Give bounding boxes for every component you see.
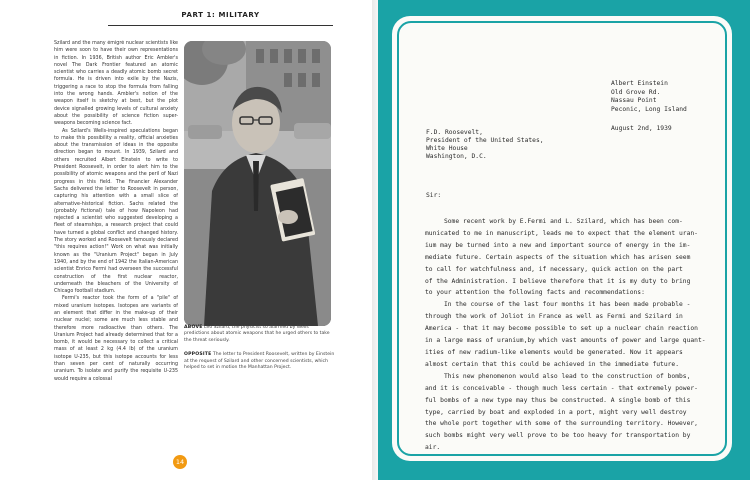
letter-body-line: ities of new radium-like elements would be generated. Now it appears: [425, 348, 683, 356]
header-rule: [108, 25, 333, 26]
recipient-line: F.D. Roosevelt,: [426, 129, 483, 136]
sender-line: Albert Einstein: [611, 80, 668, 87]
letter-body-line: and it is conceivable - though much less certain - that extremely power-: [425, 384, 698, 392]
letter-body-line: municated to me in manuscript, leads me to expect that the element uran-: [425, 229, 698, 237]
caption-opposite-label: OPPOSITE: [184, 352, 212, 358]
letter-salutation: Sir:: [426, 192, 442, 199]
letter-body-line: type, carried by boat and exploded in a port, might very well destroy: [425, 408, 687, 416]
letter-body-line: of the Administration. I believe therefore that it is my duty to bring: [425, 277, 691, 285]
letter-body-line: America - that it may become possible to set up a nuclear chain reaction: [425, 325, 698, 333]
body-text-column: [54, 40, 178, 452]
caption-opposite: [184, 352, 336, 371]
letter-body-line: almost certain that this could be achieved in the immediate future.: [425, 360, 680, 368]
letter-body-line: air.: [425, 444, 441, 452]
right-page: [378, 0, 750, 480]
caption-above-text: Leo Szilard, the physicist so alarmed by Wells' predictions about atomic weapons that he urged others to take the threat seriously.: [184, 325, 330, 343]
body-paragraph-3: Fermi's reactor took the form of a "pile" of mixed uranium isotopes. Isotopes are variants of an element that differ in the make-up of their nuclear nuclei; some are much less stable and therefore more radioactive than others. The Uranium Project had already determined that for a bomb, it would be necessary to collect a critical mass of at least 2 kg (4.4 lb) of the uranium isotope U-235, but this isotope accounts for less than seven per cent of naturally occurring uranium. To isolate and purify the requisite U-235 would require a colossal: [54, 296, 178, 382]
letter-body-line: mediate future. Certain aspects of the situation which has arisen seem: [425, 253, 691, 261]
recipient-line: President of the United States,: [426, 137, 544, 144]
letter-body-line: Some recent work by E.Fermi and L. Szilard, which has been com-: [425, 218, 683, 225]
recipient-line: Washington, D.C.: [426, 153, 487, 160]
section-title: PART 1: MILITARY: [181, 11, 260, 19]
sender-line: Nassau Point: [611, 97, 657, 104]
letter-body-line: In the course of the last four months it has been made probable -: [425, 301, 691, 309]
body-paragraph-1: Szilard and the many émigré nuclear scientists like him were soon to have their own representations in fiction. In 1936, British author Eric Ambler's novel The Dark Frontier featured an atomic scientist who carries a deadly atomic bomb secret formula. He is driven into exile by the Nazis, triggering a race to stop the formula from falling into the wrong hands. Ambler's notion of the weapon itself is sketchy at best, but the plot device signalled growing levels of cultural anxiety about the possibility of science fiction super-weapons becoming science fact.: [54, 41, 178, 127]
szilard-photo: [184, 41, 331, 326]
letter-body-line: ful bombs of a new type may thus be constructed. A single bomb of this: [425, 396, 691, 404]
sender-line: Peconic, Long Island: [611, 105, 687, 113]
letter-body: [425, 216, 735, 454]
caption-opposite-text: The letter to President Roosevelt, written by Einstein at the request of Szilard and other concerned scientists, which helped to set in motion the Manhattan Project.: [184, 352, 335, 371]
letter-date: August 2nd, 1939: [611, 125, 672, 132]
letter-body-line: to call for watchfulness and, if necessary, quick action on the part: [425, 265, 683, 273]
recipient-line: White House: [426, 145, 468, 152]
body-paragraph-2: As Szilard's Wells-inspired speculations began to make this possibility a reality, official anxieties about the transmission of ideas in the opposite direction began to mount. In 1939, Szilard and others recruited Albert Einstein to write to President Roosevelt, in order to alert him to the possibility of atomic weapons and the peril of Nazi progress in this field. The financier Alexander Sachs delivered the letter to Roosevelt in person, capturing his attention with a small slice of alternative-historical fiction. Sachs related the (probably fictional) tale of how Napoleon had rejected a scientist who suggested developing a fleet of steamships, a research project that could have turned a global conflict and changed history. The story worked and Roosevelt famously declared "this requires action!" Work on what was initially known as the "Uranium Project" began in July 1940, and by the end of 1942 the Italian-American scientist Enrico Fermi had overseen the successful construction of the first nuclear reactor, underneath the bleachers of the University of Chicago football stadium.: [54, 128, 178, 295]
photo-captions: [184, 325, 336, 379]
page-number-badge: 14: [173, 455, 187, 469]
einstein-letter: [392, 16, 732, 461]
letter-recipient-address: [426, 129, 544, 161]
letter-body-line: through the work of Joliot in France as well as Fermi and Szilard in: [425, 313, 683, 321]
letter-body-line: ium may be turned into a new and important source of energy in the im-: [425, 241, 691, 249]
caption-above: [184, 325, 336, 344]
letter-body-line: the whole port together with some of the surrounding territory. However,: [425, 420, 698, 428]
letter-body-line: to your attention the following facts and recommendations:: [425, 289, 645, 297]
letter-sender-address: [611, 80, 687, 134]
letter-body-line: such bombs might very well prove to be too heavy for transportation by: [425, 432, 691, 440]
sender-line: Old Grove Rd.: [611, 88, 661, 96]
letter-body-line: This new phenomenon would also lead to the construction of bombs,: [425, 372, 691, 380]
caption-above-label: ABOVE: [184, 325, 203, 330]
letter-body-line: in a large mass of uranium,by which vast amounts of power and large quant-: [425, 337, 706, 345]
left-page: [0, 0, 372, 480]
